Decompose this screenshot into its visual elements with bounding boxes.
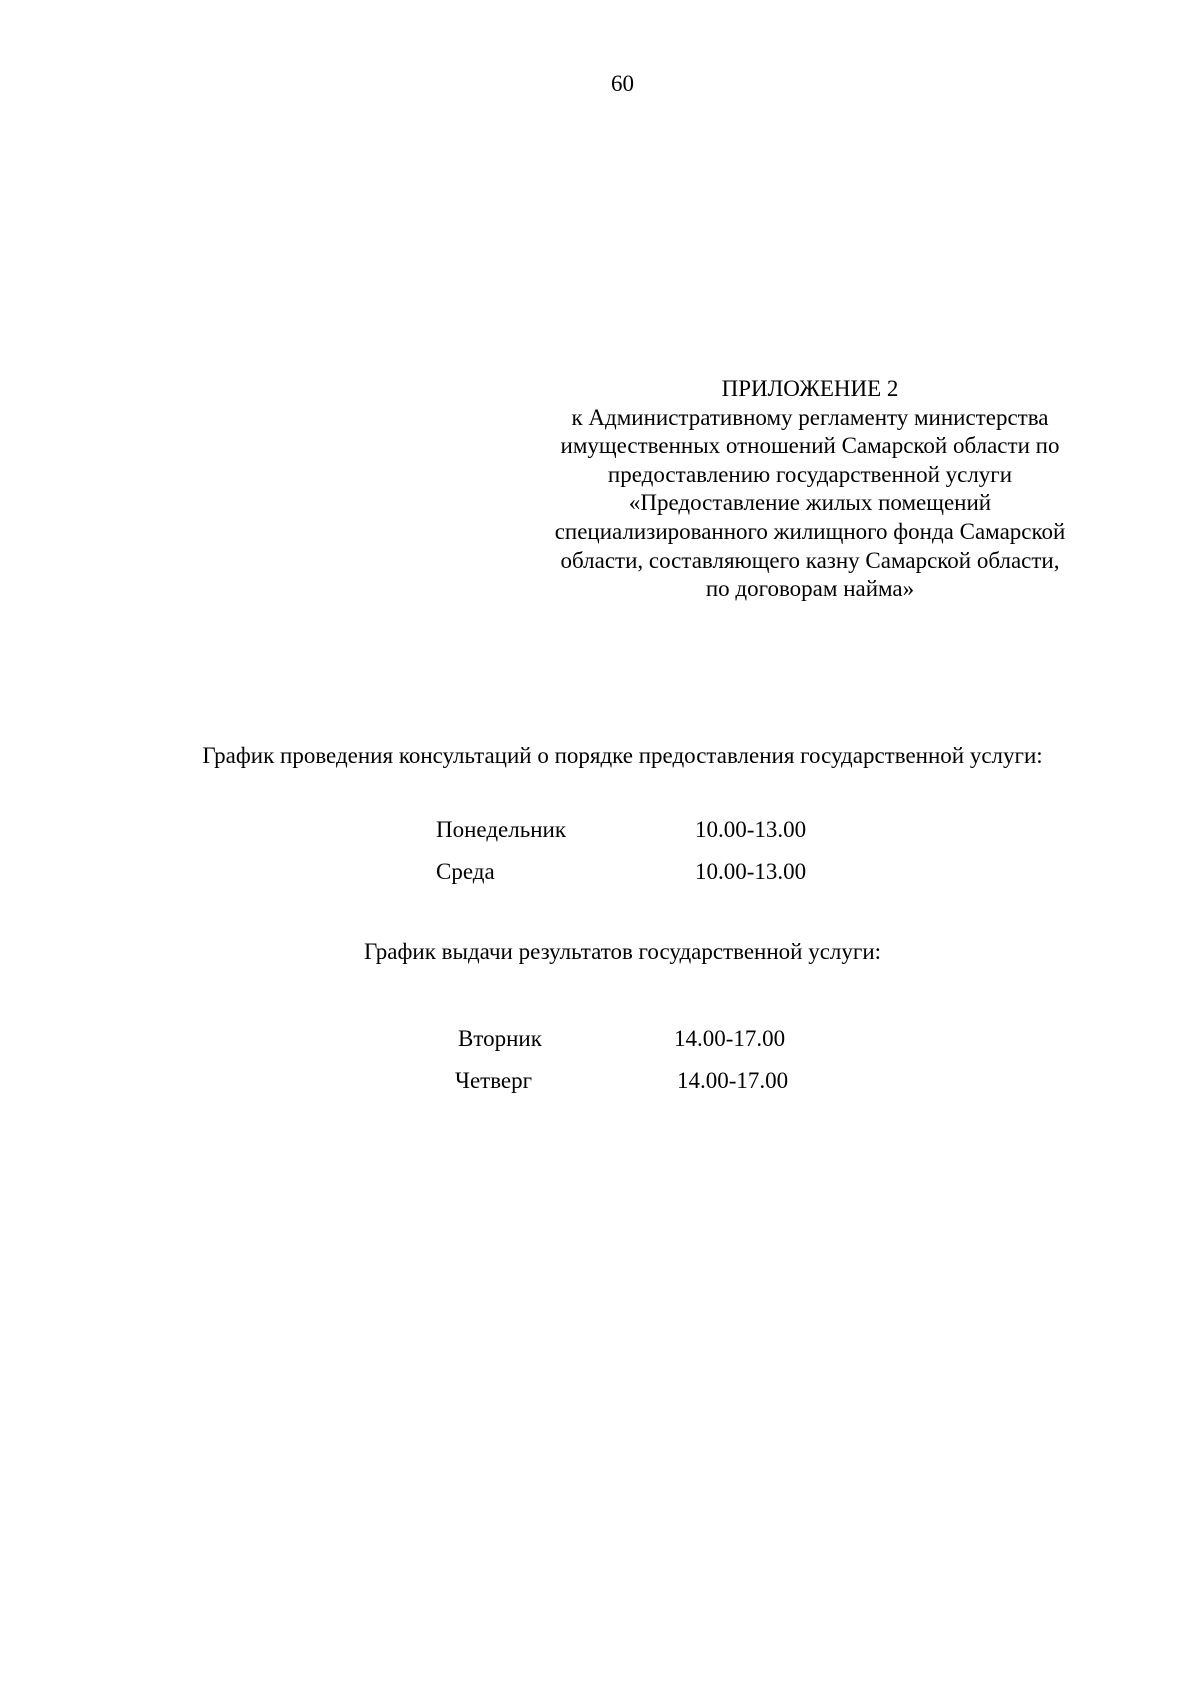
results-day: Четверг — [455, 1068, 533, 1093]
consultation-day: Среда — [436, 859, 495, 884]
consultation-time: 10.00-13.00 — [695, 859, 807, 884]
appendix-header — [500, 375, 1120, 604]
consultation-day: Понедельник — [436, 817, 566, 842]
appendix-line: по договорам найма» — [705, 576, 915, 602]
appendix-line: области, составляющего казну Самарской области, — [560, 547, 1060, 573]
results-heading: График выдачи результатов государственной услуги: — [363, 939, 882, 964]
consultations-heading: График проведения консультаций о порядке предоставления государственной услуги: — [202, 743, 1043, 768]
appendix-line: «Предоставление жилых помещений — [628, 490, 992, 516]
consultation-time: 10.00-13.00 — [695, 817, 807, 842]
appendix-line: к Административному регламенту министерства — [571, 404, 1049, 430]
results-day: Вторник — [458, 1026, 542, 1051]
appendix-line: имущественных отношений Самарской области по — [560, 433, 1060, 459]
appendix-line: предоставлению государственной услуги — [607, 461, 1013, 487]
appendix-line: специализированного жилищного фонда Самарской — [554, 518, 1066, 544]
appendix-title: ПРИЛОЖЕНИЕ 2 — [721, 376, 899, 401]
results-time: 14.00-17.00 — [674, 1026, 786, 1051]
results-time: 14.00-17.00 — [677, 1068, 789, 1093]
page-number: 60 — [611, 71, 634, 96]
